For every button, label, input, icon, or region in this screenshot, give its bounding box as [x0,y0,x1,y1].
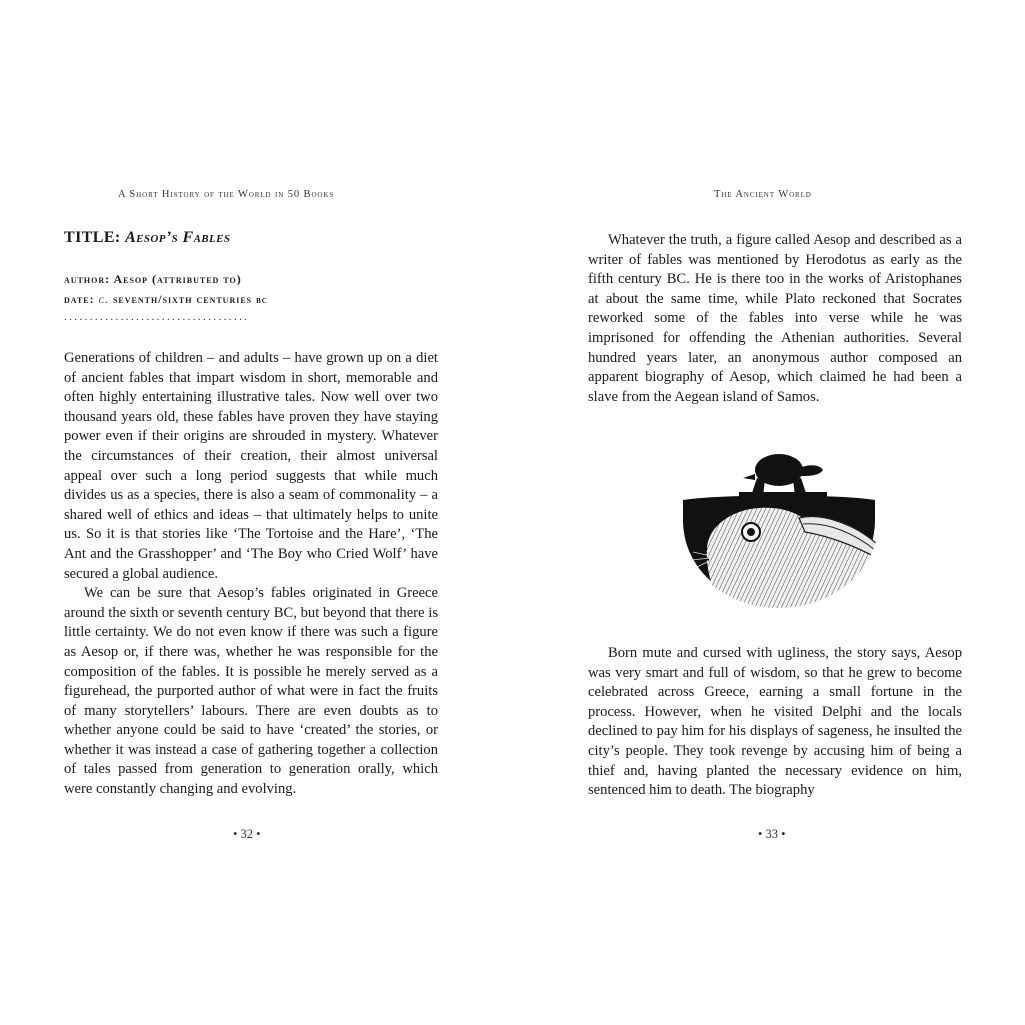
page-number-left: • 32 • [233,827,261,841]
right-paragraph-1: Whatever the truth, a figure called Aesop and described as a writer of fables was mentioned by Herodotus as early as the fifth century BC. He is there too in the works of Aristophanes at about the same time, while Plato reckoned that Socrates reworked some of the fables into verse while he was imprisoned for offending the Athenian authorities. Several hundred years later, an anonymous author composed an apparent biography of Aesop, which claimed he had been a slave from the Aegean island of Samos. [588,232,962,405]
right-page [512,0,1024,1025]
date-circa: c. [98,292,109,306]
running-head-right: The Ancient World [714,189,812,200]
date-bc: bc [256,296,268,306]
left-page [0,0,512,1025]
date-line [64,292,268,307]
date-text: seventh/sixth centuries [112,292,253,306]
author-line: author: Aesop (attributed to) [64,272,242,286]
date-prefix: date: [64,292,95,306]
dotted-divider: .................................... [64,311,250,323]
right-body-text-top [588,231,962,407]
title-prefix: TITLE: [64,229,121,246]
page-number-right: • 33 • [758,827,786,841]
left-body-text [64,349,438,800]
right-paragraph-2: Born mute and cursed with ugliness, the story says, Aesop was very smart and full of wisdom, so that he grew to become celebrated across Greece, earning a small fortune in the process. However, when he visited Delphi and the locals declined to pay him for his displays of sageness, he insulted the city’s people. They took revenge by accusing him of being a thief and, having planted the necessary evidence on him, sentenced him to death. The biography [588,645,962,799]
tortoise-and-hare-icon [679,448,879,608]
left-paragraph-2: We can be sure that Aesop’s fables originated in Greece around the sixth or seventh century BC, but beyond that there is little certainty. We do not even know if there was such a figure as Aesop or, if there was, whether he was responsible for the composition of the fables. It is possible he merely served as a figurehead, the purported author of what were in fact the fruits of many storytellers’ labours. There are even doubts as to whether anyone could be said to have ‘created’ the stories, or whether it was instead a case of gathering together a collection of tales passed from generation to generation orally, which were constantly changing and evolving. [64,585,438,798]
left-paragraph-1: Generations of children – and adults – have grown up on a diet of ancient fables that impart wisdom in short, memorable and often highly entertaining illustrative tales. Now well over two thousand years old, these fables have proven they have staying power even if their origins are shrouded in mystery. Whatever the circumstances of their creation, their almost universal appeal over such a long period suggests that while much divides us as a species, there is also a seam of commonality – a shared well of ethics and ideas – that ultimately helps to unite us. So it is that stories like ‘The Tortoise and the Hare’, ‘The Ant and the Grasshopper’ and ‘The Boy who Cried Wolf’ have secured a global audience. [64,350,438,582]
right-body-text-bottom [588,644,962,801]
running-head-left: A Short History of the World in 50 Books [118,189,335,200]
title-value: Aesop’s Fables [125,229,231,246]
tortoise-silhouette [739,454,827,500]
chapter-title [64,229,230,247]
